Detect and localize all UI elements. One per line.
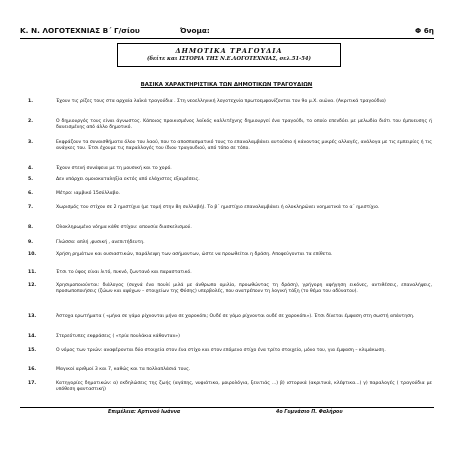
item-text: Ολοκληρωμένο νόημα κάθε στίχου: απουσία διασκελισμού. xyxy=(56,225,192,230)
item-text: Κατηγορίες δημοτικών: α) εκδηλώσεις της ζωής (αγάπης, νυφιάτικα, μοιρολόγια, ξενιτιάς ...) β) ιστορικά (ακριτικά, κλέφτικα...) γ) παραλογές ( τραγούδια με υπόθεση φανταστική) xyxy=(56,381,432,393)
item-text: Ο δημιουργός τους είναι άγνωστος. Κάποιος προικισμένος λαϊκός καλλιτέχνης δημιουργεί ένα τραγούδι, το οποίο επενδύει με μελωδία διότι του έμπνευσης ή δανεισμένης από άλλο δημοτικό. xyxy=(56,119,432,131)
item-text: Μέτρο: ιαμβικό 15σύλλαβο. xyxy=(56,191,120,196)
name-label: Όνομα: xyxy=(180,26,210,35)
item-number: 13. xyxy=(28,314,37,319)
item-text: Έχουν τις ρίζες τους στα αρχαία λαϊκά τραγούδια . Στη νεοελληνική λογοτεχνία πρωτοεμφανίζονται τον 9ο μ.Χ. αιώνα. (Ακριτικά τραγούδια) xyxy=(56,99,386,104)
document-title: ΔΗΜΟΤΙΚΑ ΤΡΑΓΟΥΔΙΑ xyxy=(175,47,283,55)
item-number: 8. xyxy=(28,225,33,230)
item-text: Άστοχα ερωτήματα ( «μήνα σε γάμο ρίχνονται μήνα σε χαροκόπι; Ουδέ σε γάμο ρίχνονται ουδέ σε χαροκόπι»). Έτσι δίνεται έμφαση στη σωστή απάντηση. xyxy=(56,314,415,319)
item-number: 16. xyxy=(28,367,37,372)
item-number: 12. xyxy=(28,283,37,288)
sheet-number: Φ 6η xyxy=(414,26,434,35)
item-text: Γλώσσα: απλή ,φυσική , ανεπιτήδευτη. xyxy=(56,240,145,245)
item-text: Έχουν στενή συνάφεια με τη μουσική και το χορό. xyxy=(56,166,172,171)
item-number: 11. xyxy=(28,270,37,275)
item-text: Χρησιμοποιούνται: διάλογος (συχνά ένα πουλί μιλά με άνθρωπο ομιλία, προωθώντας τη δράση), γρήγορη αφήγηση εικόνες, αντιθέσεις, επαναλήψεις, προσωποποιήσεις (ζώων και αψύχων – στοιχείων της Φύσης) υπερβολές, που ανατρέπουν τη λογική τάξη (το θέμα του αδύνατου). xyxy=(56,283,432,295)
page-header xyxy=(20,26,434,37)
item-text: Δεν υπάρχει ομοιοκαταληξία εκτός από ελάχιστες εξαιρέσεις. xyxy=(56,177,200,182)
item-text: Ο νόμος των τριών: αναφέρονται δύο στοιχεία στον ένα στίχο και στον επόμενο στίχο ένα τρίτο στοιχείο, μόνο του, για έμφαση – κλιμάκωση. xyxy=(56,348,386,353)
item-text: Χρήση ρημάτων και ουσιαστικών, παράλειψη των ασήμαντων, ώστε να προωθείται η δράση. Αποφεύγονται τα επίθετα. xyxy=(56,252,333,257)
item-number: 7. xyxy=(28,205,33,210)
item-number: 14. xyxy=(28,334,37,339)
item-text: Μαγικοί αριθμοί 3 και 7, καθώς και τα πολλαπλάσιά τους. xyxy=(56,367,191,372)
section-heading: ΒΑΣΙΚΑ ΧΑΡΑΚΤΗΡΙΣΤΙΚΑ ΤΩΝ ΔΗΜΟΤΙΚΩΝ ΤΡΑΓΟΥΔΙΩΝ xyxy=(140,82,313,88)
title-box xyxy=(117,43,341,67)
item-number: 9. xyxy=(28,240,33,245)
item-number: 2. xyxy=(28,119,33,124)
item-number: 10. xyxy=(28,252,37,257)
item-number: 17. xyxy=(28,381,37,386)
item-number: 6. xyxy=(28,191,33,196)
footer-school: 4ο Γυμνάσιο Π. Φαλήρου xyxy=(276,410,343,415)
header-rule xyxy=(20,38,434,39)
item-number: 1. xyxy=(28,99,33,104)
item-number: 5. xyxy=(28,177,33,182)
item-text: Χωρισμός του στίχου σε 2 ημιστίχια (με τομή στην 8η συλλαβή). Το β΄ ημιστίχιο επαναλαμβάνει ή ολοκληρώνει νοηματικά το α΄ ημιστίχιο. xyxy=(56,205,380,210)
item-text: Έτσι το ύφος είναι λιτό, πυκνό, ζωντανό και παραστατικό. xyxy=(56,270,192,275)
item-text: Εκφράζουν τα συναισθήματα όλου του λαού, που το αποσπασματικό τους το επαναλαμβάνει αυτούσιο ή κάνοντας μικρές αλλαγές, ανάλογα με τις εμπειρίες ή τις ανάγκες του. Έτσι έχουμε τις παραλλαγές του ίδιου τραγουδιού, από τόπο σε τόπο. xyxy=(56,140,432,152)
footer-editor: Επιμέλεια: Αρτινού Ιωάννα xyxy=(108,410,181,415)
document-reference: (δείτε και ΙΣΤΟΡΙΑ ΤΗΣ Ν.Ε.ΛΟΓΟΤΕΧΝΙΑΣ, σελ.51-54) xyxy=(147,56,311,62)
item-text: Στερεότυπες εκφράσεις ( «τρία πουλάκια κάθονταν») xyxy=(56,334,180,339)
item-number: 15. xyxy=(28,348,37,353)
item-number: 3. xyxy=(28,140,33,145)
course-title: Κ. Ν. ΛΟΓΟΤΕΧΝΙΑΣ Β΄ Γ/σίου xyxy=(20,26,140,35)
item-number: 4. xyxy=(28,166,33,171)
footer-rule xyxy=(20,407,434,408)
